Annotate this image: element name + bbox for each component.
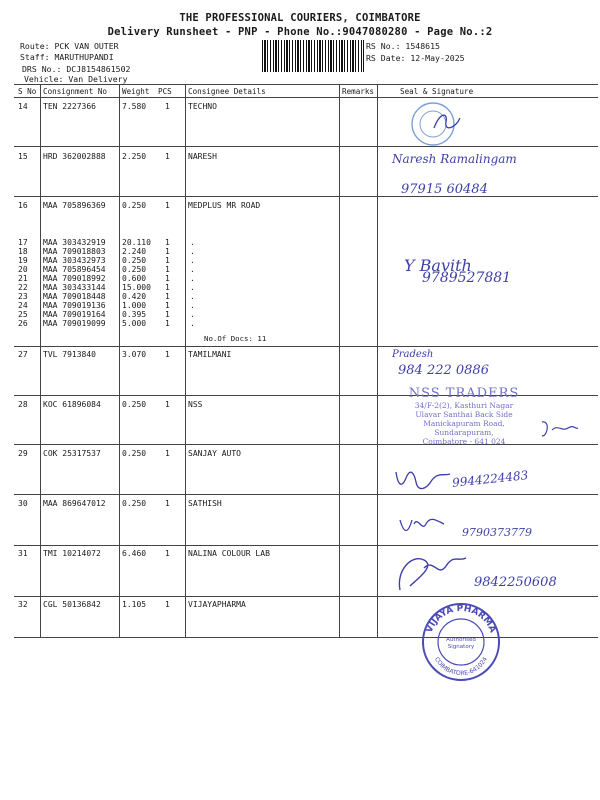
row-pcs: 1: [165, 292, 170, 301]
row-sno: 17: [18, 238, 28, 247]
row-consignee: .: [190, 256, 195, 265]
stamp-line: 34/F-2(2), Kasthuri Nagar: [414, 401, 514, 410]
row-pcs: 1: [165, 256, 170, 265]
row-weight: 15.000: [122, 283, 151, 292]
row-consignment: TEN 2227366: [43, 102, 96, 111]
row-sno: 28: [18, 400, 28, 409]
vijaya-pharma-stamp: [416, 600, 506, 684]
col-consignment: Consignment No: [43, 87, 108, 96]
row-weight: 1.105: [122, 600, 147, 609]
signature-mark: [540, 418, 580, 440]
row-weight: 0.250: [122, 201, 147, 210]
row-consignee: .: [190, 238, 195, 247]
stamp-center-text: Signatory: [447, 644, 475, 650]
row-pcs: 1: [165, 499, 170, 508]
stamp-center-text: Authorised: [446, 637, 476, 643]
stamp-arc-text: COIMBATORE-641024: [433, 656, 489, 678]
row-weight: 7.580: [122, 102, 147, 111]
row-consignment: CGL 50136842: [43, 600, 101, 609]
row-weight: 1.000: [122, 301, 147, 310]
row-consignee: MEDPLUS MR ROAD: [188, 201, 261, 210]
row-weight: 0.420: [122, 292, 147, 301]
row-pcs: 1: [165, 102, 170, 111]
handwritten-phone: 9789527881: [422, 270, 512, 286]
round-seal-stamp: [404, 98, 462, 146]
col-pcs: PCS: [158, 87, 172, 96]
row-sno: 30: [18, 499, 28, 508]
row-consignee: .: [190, 292, 195, 301]
row-consignee: .: [190, 274, 195, 283]
handwritten-phone: 9790373779: [462, 526, 532, 539]
signature-mark: [394, 550, 474, 598]
stamp-title: NSS TRADERS: [408, 386, 520, 401]
row-sno: 24: [18, 301, 28, 310]
stamp-line: Coimbatore - 641 024: [422, 437, 506, 446]
vehicle-label: Vehicle: Van Delivery: [24, 74, 128, 84]
row-consignment: MAA 303432973: [43, 256, 106, 265]
row-sno: 21: [18, 274, 28, 283]
row-pcs: 1: [165, 319, 170, 328]
row-consignee: NARESH: [188, 152, 217, 161]
row-consignment: MAA 303432919: [43, 238, 106, 247]
signature-mark: [398, 512, 446, 538]
row-weight: 5.000: [122, 319, 147, 328]
drs-label: DRS No.: DCJ8154861502: [22, 64, 131, 74]
row-consignment: COK 25317537: [43, 449, 101, 458]
row-consignment: HRD 362002888: [43, 152, 106, 161]
row-consignment: MAA 709018992: [43, 274, 106, 283]
row-sno: 19: [18, 256, 28, 265]
company-title: THE PROFESSIONAL COURIERS, COIMBATORE: [179, 12, 421, 24]
row-sno: 29: [18, 449, 28, 458]
row-pcs: 1: [165, 152, 170, 161]
row-consignment: MAA 869647012: [43, 499, 106, 508]
row-sno: 16: [18, 201, 28, 210]
row-weight: 0.250: [122, 400, 147, 409]
rs-date: RS Date: 12-May-2025: [366, 53, 465, 63]
row-consignment: TVL 7913840: [43, 350, 96, 359]
row-weight: 6.460: [122, 549, 147, 558]
row-consignment: MAA 709019099: [43, 319, 106, 328]
nss-traders-stamp: [368, 386, 560, 446]
row-sno: 23: [18, 292, 28, 301]
row-consignee: .: [190, 265, 195, 274]
route-label: Route: PCK VAN OUTER: [20, 41, 119, 51]
row-consignee: NALINA COLOUR LAB: [188, 549, 270, 558]
col-consignee: Consignee Details: [188, 87, 266, 96]
row-weight: 2.250: [122, 152, 147, 161]
row-weight: 0.600: [122, 274, 147, 283]
stamp-line: Sundarapuram,: [434, 428, 494, 437]
row-consignment: MAA 709018448: [43, 292, 106, 301]
row-weight: 0.250: [122, 256, 147, 265]
handwritten-name: Pradesh: [392, 349, 434, 360]
handwritten-phone: 9842250608: [474, 575, 557, 590]
row-consignment: MAA 709019136: [43, 301, 106, 310]
row-consignee: TAMILMANI: [188, 350, 232, 359]
row-sno: 15: [18, 152, 28, 161]
row-consignee: .: [190, 247, 195, 256]
handwritten-name: Naresh Ramalingam: [392, 152, 517, 166]
row-consignment: MAA 705896454: [43, 265, 106, 274]
stamp-line: Manickapuram Road,: [423, 419, 505, 428]
stamp-arc-text: VIJAYA PHARMA: [424, 603, 498, 635]
row-sno: 26: [18, 319, 28, 328]
handwritten-phone: 984 222 0886: [398, 363, 489, 378]
barcode: [262, 40, 364, 72]
row-consignment: KOC 61896084: [43, 400, 101, 409]
row-weight: 0.395: [122, 310, 147, 319]
row-pcs: 1: [165, 301, 170, 310]
row-consignment: MAA 709019164: [43, 310, 106, 319]
handwritten-phone: 97915 60484: [401, 182, 488, 197]
row-weight: 3.070: [122, 350, 147, 359]
row-weight: 0.250: [122, 449, 147, 458]
row-sno: 18: [18, 247, 28, 256]
col-weight: Weight: [122, 87, 150, 96]
row-sno: 25: [18, 310, 28, 319]
handwritten-phone: 9944224483: [451, 468, 529, 490]
row-consignee: NSS: [188, 400, 203, 409]
row-consignee: VIJAYAPHARMA: [188, 600, 246, 609]
row-sno: 31: [18, 549, 28, 558]
stamp-line: Ulavar Santhai Back Side: [415, 410, 513, 419]
row-consignment: MAA 303433144: [43, 283, 106, 292]
row-pcs: 1: [165, 350, 170, 359]
col-seal: Seal & Signature: [400, 87, 474, 96]
handwritten-name: Y Bavith: [404, 256, 472, 275]
col-remarks: Remarks: [342, 87, 375, 96]
row-consignee: SANJAY AUTO: [188, 449, 241, 458]
row-pcs: 1: [165, 274, 170, 283]
row-sno: 32: [18, 600, 28, 609]
row-pcs: 1: [165, 449, 170, 458]
row-weight: 0.250: [122, 265, 147, 274]
row-sno: 14: [18, 102, 28, 111]
runsheet-subtitle: Delivery Runsheet - PNP - Phone No.:9047080280 - Page No.:2: [107, 26, 493, 38]
col-sno: S No: [18, 87, 37, 96]
row-pcs: 1: [165, 283, 170, 292]
row-consignment: TMI 10214072: [43, 549, 101, 558]
row-pcs: 1: [165, 201, 170, 210]
row-consignment: MAA 709018803: [43, 247, 106, 256]
staff-label: Staff: MARUTHUPANDI: [20, 52, 114, 62]
row-weight: 0.250: [122, 499, 147, 508]
row-pcs: 1: [165, 600, 170, 609]
row-pcs: 1: [165, 238, 170, 247]
row-pcs: 1: [165, 400, 170, 409]
row-consignee: .: [190, 301, 195, 310]
row-consignee: .: [190, 319, 195, 328]
row-sno: 20: [18, 265, 28, 274]
row-consignment: MAA 705896369: [43, 201, 106, 210]
row-sno: 27: [18, 350, 28, 359]
row-consignee: .: [190, 310, 195, 319]
row-consignee: SATHISH: [188, 499, 222, 508]
row-pcs: 1: [165, 265, 170, 274]
signature-mark: [392, 466, 452, 494]
row-consignee: .: [190, 283, 195, 292]
rs-no: RS No.: 1548615: [366, 41, 440, 51]
row-weight: 20.110: [122, 238, 151, 247]
row-consignee: TECHNO: [188, 102, 217, 111]
row-pcs: 1: [165, 310, 170, 319]
row-sno: 22: [18, 283, 28, 292]
row-pcs: 1: [165, 549, 170, 558]
no-of-docs: No.Of Docs: 11: [204, 334, 267, 343]
row-pcs: 1: [165, 247, 170, 256]
row-weight: 2.240: [122, 247, 147, 256]
